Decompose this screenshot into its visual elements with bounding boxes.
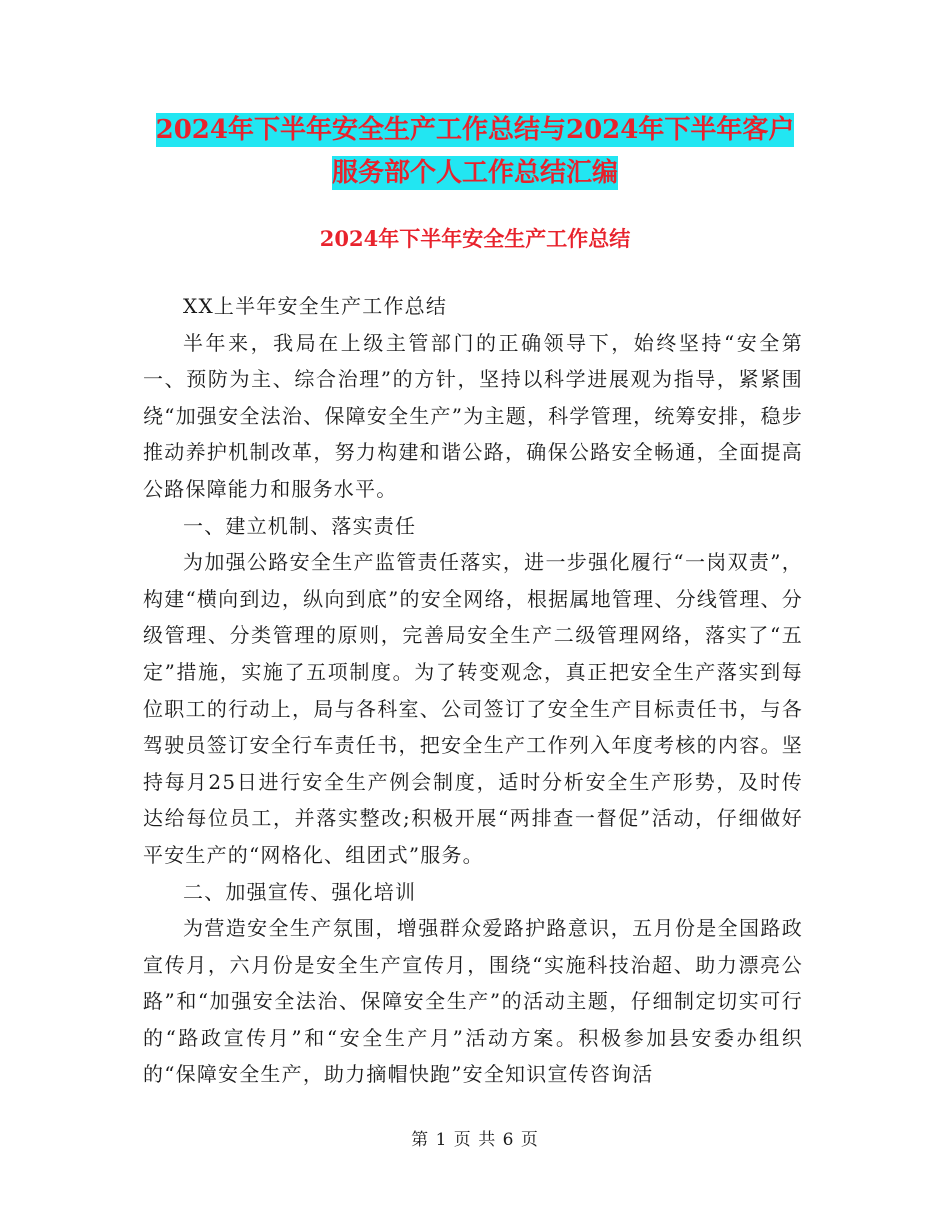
main-title-line-1 — [0, 113, 950, 147]
page-footer: 第 1 页 共 6 页 — [411, 1130, 539, 1150]
main-title-highlight-2: 服务部个人工作总结汇编 — [331, 158, 618, 188]
paragraph-intro: 半年来，我局在上级主管部门的正确领导下，始终坚持“安全第一、预防为主、综合治理”的方针，坚持以科学进展观为指导，紧紧围绕“加强安全法治、保障安全生产”为主题，科学管理，统筹安排，稳步推动养护机制改革，努力构建和谐公路，确保公路安全畅通，全面提高公路保障能力和服务水平。 — [143, 330, 803, 501]
paragraph-subtitle: XX上半年安全生产工作总结 — [183, 294, 448, 318]
document-body — [143, 288, 803, 1093]
main-title-highlight-1: 2024年下半年安全生产工作总结与2024年下半年客户 — [155, 115, 795, 145]
paragraph-section-2: 为营造安全生产氛围，增强群众爱路护路意识，五月份是全国路政宣传月，六月份是安全生产宣传月，围绕“实施科技治超、助力漂亮公路”和“加强安全法治、保障安全生产”的活动主题，仔细制定切实可行的“路政宣传月”和“安全生产月”活动方案。积极参加县安委办组织的“保障安全生产，助力摘帽快跑”安全知识宣传咨询活 — [143, 916, 803, 1087]
heading-section-2: 二、加强宣传、强化培训 — [183, 879, 417, 904]
paragraph-section-1: 为加强公路安全生产监管责任落实，进一步强化履行“一岗双责”，构建“横向到边，纵向到底”的安全网络，根据属地管理、分线管理、分级管理、分类管理的原则，完善局安全生产二级管理网络，落实了“五定”措施，实施了五项制度。为了转变观念，真正把安全生产落实到每位职工的行动上，局与各科室、公司签订了安全生产目标责任书，与各驾驶员签订安全行车责任书，把安全生产工作列入年度考核的内容。坚持每月25日进行安全生产例会制度，适时分析安全生产形势，及时传达给每位员工，并落实整改;积极开展“两排查一督促”活动，仔细做好平安生产的“网格化、组团式”服务。 — [143, 550, 803, 867]
main-title-line-2 — [0, 156, 950, 190]
heading-section-1: 一、建立机制、落实责任 — [183, 513, 417, 538]
section-title: 2024年下半年安全生产工作总结 — [319, 226, 631, 251]
